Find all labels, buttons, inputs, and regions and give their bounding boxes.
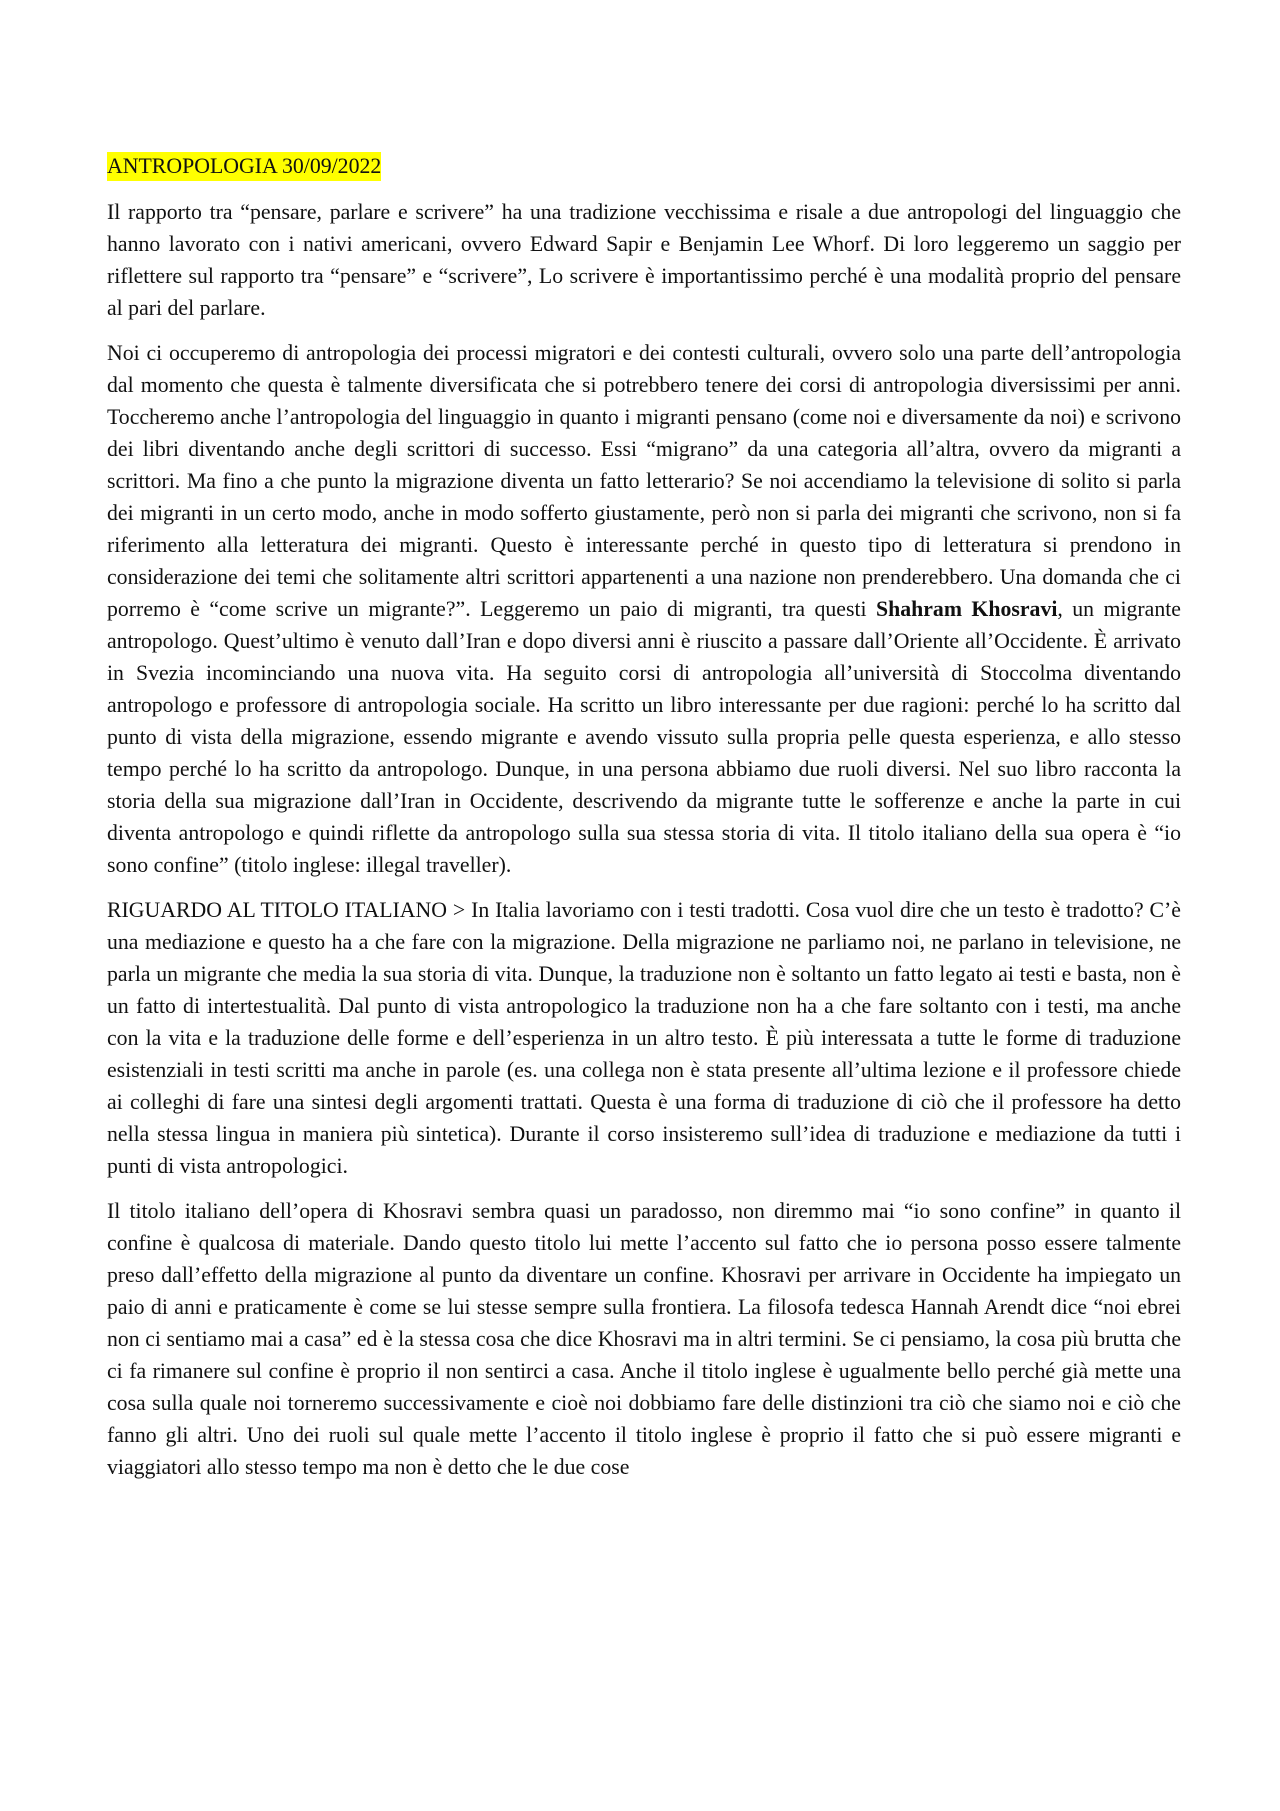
paragraph-2-before: Noi ci occuperemo di antropologia dei processi migratori e dei contesti culturali, ovvero solo una parte dell’antropologia dal momento che questa è talmente diversificata che si potrebbero tenere dei corsi di antropologia diversissimi per anni. Toccheremo anche l’antropologia del linguaggio in quanto i migranti pensano (come noi e diversamente da noi) e scrivono dei libri diventando anche degli scrittori di successo. Essi “migrano” da una categoria all’altra, ovvero da migranti a scrittori. Ma fino a che punto la migrazione diventa un fatto letterario? Se noi accendiamo la televisione di solito si parla dei migranti in un certo modo, anche in modo sofferto giustamente, però non si parla dei migranti che scrivono, non si fa riferimento alla letteratura dei migranti. Questo è interessante perché in questo tipo di letteratura si prendono in considerazione dei temi che solitamente altri scrittori appartenenti a una nazione non prenderebbero. Una domanda che ci porremo è “come scrive un migrante?”. Leggeremo un paio di migranti, tra questi — [107, 341, 1181, 621]
document-body — [107, 150, 1181, 1496]
paragraph-2 — [107, 337, 1181, 881]
author-name-bold: Shahram Khosravi — [875, 597, 1058, 621]
heading-highlight: ANTROPOLOGIA 30/09/2022 — [107, 152, 381, 181]
paragraph-1: Il rapporto tra “pensare, parlare e scrivere” ha una tradizione vecchissima e risale a due antropologi del linguaggio che hanno lavorato con i nativi americani, ovvero Edward Sapir e Benjamin Lee Whorf. Di loro leggeremo un saggio per riflettere sul rapporto tra “pensare” e “scrivere”, Lo scrivere è importantissimo perché è una modalità proprio del pensare al pari del parlare. — [107, 200, 1181, 320]
paragraph-4: Il titolo italiano dell’opera di Khosravi sembra quasi un paradosso, non diremmo mai “io sono confine” in quanto il confine è qualcosa di materiale. Dando questo titolo lui mette l’accento sul fatto che io persona posso essere talmente preso dall’effetto della migrazione al punto da diventare un confine. Khosravi per arrivare in Occidente ha impiegato un paio di anni e praticamente è come se lui stesse sempre sulla frontiera. La filosofa tedesca Hannah Arendt dice “noi ebrei non ci sentiamo mai a casa” ed è la stessa cosa che dice Khosravi ma in altri termini. Se ci pensiamo, la cosa più brutta che ci fa rimanere sul confine è proprio il non sentirci a casa. Anche il titolo inglese è ugualmente bello perché già mette una cosa sulla quale noi torneremo successivamente e cioè noi dobbiamo fare delle distinzioni tra ciò che siamo noi e ciò che fanno gli altri. Uno dei ruoli sul quale mette l’accento il titolo inglese è proprio il fatto che si può essere migranti e viaggiatori allo stesso tempo ma non è detto che le due cose — [107, 1199, 1181, 1479]
document-heading — [107, 150, 1181, 182]
paragraph-3: RIGUARDO AL TITOLO ITALIANO > In Italia lavoriamo con i testi tradotti. Cosa vuol dire che un testo è tradotto? C’è una mediazione e questo ha a che fare con la migrazione. Della migrazione ne parliamo noi, ne parlano in televisione, ne parla un migrante che media la sua storia di vita. Dunque, la traduzione non è soltanto un fatto legato ai testi e basta, non è un fatto di intertestualità. Dal punto di vista antropologico la traduzione non ha a che fare soltanto con i testi, ma anche con la vita e la traduzione delle forme e dell’esperienza in un altro testo. È più interessata a tutte le forme di traduzione esistenziali in testi scritti ma anche in parole (es. una collega non è stata presente all’ultima lezione e il professore chiede ai colleghi di fare una sintesi degli argomenti trattati. Questa è una forma di traduzione di ciò che il professore ha detto nella stessa lingua in maniera più sintetica). Durante il corso insisteremo sull’idea di traduzione e mediazione da tutti i punti di vista antropologici. — [107, 898, 1181, 1178]
paragraph-2-after: , un migrante antropologo. Quest’ultimo è venuto dall’Iran e dopo diversi anni è riuscito a passare dall’Oriente all’Occidente. È arrivato in Svezia incominciando una nuova vita. Ha seguito corsi di antropologia all’università di Stoccolma diventando antropologo e professore di antropologia sociale. Ha scritto un libro interessante per due ragioni: perché lo ha scritto dal punto di vista della migrazione, essendo migrante e avendo vissuto sulla propria pelle questa esperienza, e allo stesso tempo perché lo ha scritto da antropologo. Dunque, in una persona abbiamo due ruoli diversi. Nel suo libro racconta la storia della sua migrazione dall’Iran in Occidente, descrivendo da migrante tutte le sofferenze e anche la parte in cui diventa antropologo e quindi riflette da antropologo sulla sua stessa storia di vita. Il titolo italiano della sua opera è “io sono confine” (titolo inglese: illegal traveller). — [107, 597, 1181, 877]
